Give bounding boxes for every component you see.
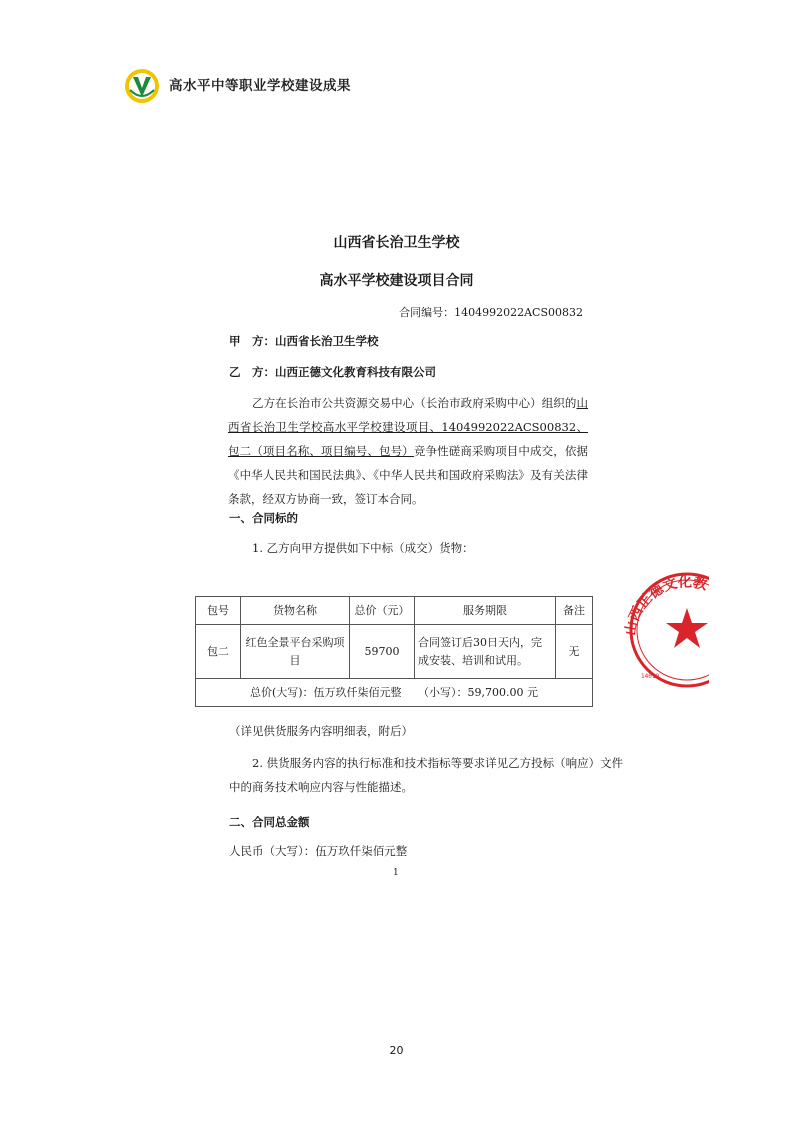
table-total-row	[196, 679, 593, 707]
goods-table	[195, 596, 593, 707]
seal-text: 山西正德文化教	[622, 574, 709, 637]
company-seal	[617, 566, 709, 692]
cell-total: 总价(大写)：伍万玖仟柒佰元整 （小写）：59,700.00 元	[196, 679, 593, 707]
table-header-row	[196, 597, 593, 625]
th-period: 服务期限	[415, 597, 556, 625]
intro-paragraph	[228, 391, 588, 511]
table-row	[196, 625, 593, 679]
cell-period: 合同签订后30日天内，完成安装、培训和试用。	[415, 625, 556, 679]
inner-page-number: 1	[393, 868, 399, 878]
cell-name: 红色全景平台采购项目	[241, 625, 350, 679]
detail-note: （详见供货服务内容明细表，附后）	[229, 724, 413, 738]
amount-text: 人民币（大写）：伍万玖仟柒佰元整	[229, 844, 408, 858]
cell-note: 无	[556, 625, 593, 679]
section-1-heading: 一、合同标的	[229, 511, 298, 525]
party-a: 甲 方：山西省长治卫生学校	[229, 334, 379, 348]
seal-code: 14010	[641, 673, 660, 680]
item-2-line2: 中的商务技术响应内容与性能描述。	[229, 780, 413, 794]
item-2-line1: 2. 供货服务内容的执行标准和技术指标等要求详见乙方投标（响应）文件	[252, 756, 624, 770]
header-title: 高水平中等职业学校建设成果	[169, 78, 351, 94]
party-b: 乙 方：山西正德文化教育科技有限公司	[229, 365, 436, 379]
contract-number	[399, 304, 583, 320]
cell-pkg: 包二	[196, 625, 241, 679]
page-number: 20	[389, 1044, 404, 1057]
cell-price: 59700	[350, 625, 415, 679]
intro-project-ref: 山西省长治卫生学校高水平学校建设项目、1404992022ACS00832、包二（项目名称、项目编号、包号）	[228, 396, 588, 458]
item-1-text: 1. 乙方向甲方提供如下中标（成交）货物：	[252, 541, 474, 555]
contract-number-value: 1404992022ACS00832	[454, 306, 583, 319]
th-pkg: 包号	[196, 597, 241, 625]
doc-title-contract: 高水平学校建设项目合同	[319, 273, 474, 289]
intro-part3: 竞争性磋商采购项目中成交，依据《中华人民共和国民法典》、《中华人民共和国政府采购法》及有关法律条款，经双方协商一致，签订本合同。	[228, 444, 589, 506]
th-price: 总价（元）	[350, 597, 415, 625]
contract-number-label: 合同编号：	[399, 306, 455, 319]
doc-title-school: 山西省长治卫生学校	[333, 235, 460, 251]
school-logo	[124, 68, 160, 104]
th-name: 货物名称	[241, 597, 350, 625]
intro-part1: 乙方在长治市公共资源交易中心（长治市政府采购中心）组织的	[252, 396, 577, 410]
th-note: 备注	[556, 597, 593, 625]
section-2-heading: 二、合同总金额	[229, 815, 310, 829]
